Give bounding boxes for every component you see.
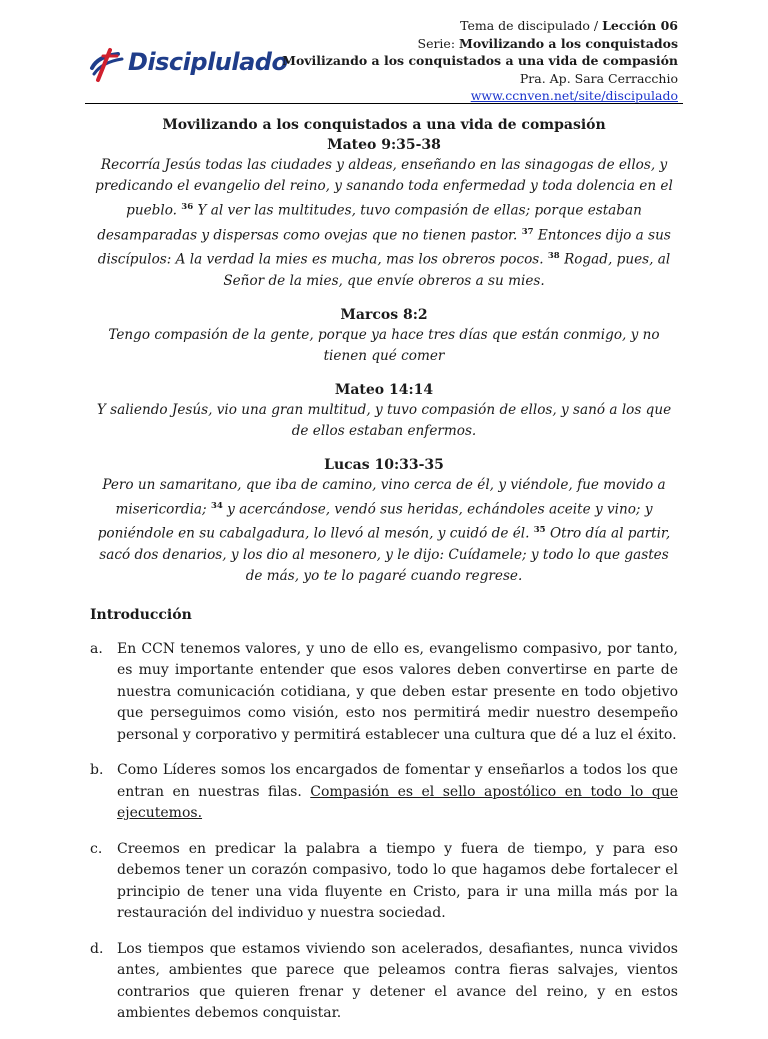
logo-mark-icon (88, 42, 128, 86)
passage-reference: Lucas 10:33-35 (324, 456, 444, 473)
passage-text: Recorría Jesús todas las ciudades y aldeas, enseñando en las sinagogas de ellos, y predicando el evangelio del reino, y sanando toda enfermedad y toda dolencia en el pueblo. $^{36}$ Y al ver las multitudes, tuvo compasión de ellas; porque estaban desamparadas y dispersas como ovejas que no tienen pastor. $^{37}$ Entonces dijo a sus discípulos: A la verdad la mies es mucha, mas los obreros pocos. $^{38}$ Rogad, pues, al Señor de la mies, que envíe obreros a su mies. (95, 157, 673, 289)
passage-text: Tengo compasión de la gente, porque ya hace tres días que están conmigo, y no tienen qué comer (108, 326, 660, 364)
header-lesson-title: Movilizando a los conquistados a una vida de compasión (282, 53, 678, 68)
document-body (90, 115, 678, 1039)
header-series-line: Serie: Movilizando a los conquistados (417, 35, 678, 51)
underlined-statement: Compasión es el sello apostólico en todo lo que ejecutemos. (117, 783, 678, 822)
passage-reference: Mateo 9:35-38 (327, 137, 441, 153)
series-name: Movilizando a los conquistados (459, 35, 678, 51)
header-divider (85, 103, 683, 104)
list-item-label: c. (90, 840, 103, 857)
logo-text: Disciplulado (128, 48, 288, 76)
list-item-text: En CCN tenemos valores, y uno de ello es, evangelismo compasivo, por tanto, es muy importante entender que esos valores deben convertirse en parte de nuestra comunicación cotidiana, y que deben estar presente en todo objetivo que perseguimos como visión, esto nos permitirá medir nuestro desempeño personal y corporativo y permitirá establecer una cultura que dé a luz el éxito. (117, 640, 678, 743)
document-header (258, 17, 678, 105)
list-item (90, 760, 678, 825)
list-item-text: Creemos en predicar la palabra a tiempo y fuera de tiempo, y para eso debemos tener un corazón compasivo, todo lo que hagamos debe fortalecer el principio de tener una vida fluyente en Cristo, para ir una milla más por la restauración del individuo y nuestra sociedad. (117, 840, 678, 922)
passage-text: Pero un samaritano, que iba de camino, vino cerca de él, y viéndole, fue movido a misericordia; $^{34}$ y acercándose, vendó sus heridas, echándoles aceite y vino; y poniéndole en su cabalgadura, lo llevó al mesón, y cuidó de él. $^{35}$ Otro día al partir, sacó dos denarios, y los dio al mesonero, y le dijo: Cuídamele; y todo lo que gastes de más, yo te lo pagaré cuando regrese. (97, 476, 671, 584)
passage-reference: Mateo 14:14 (334, 381, 434, 398)
list-item-text: Los tiempos que estamos viviendo son acelerados, desafiantes, nunca vividos antes, ambientes que parece que peleamos contra fieras salvajes, vientos contrarios que quieren frenar y detener el avance del reino, y en estos ambientes debemos conquistar. (117, 940, 678, 1022)
list-item-label: d. (90, 940, 104, 957)
passage-text: Y saliendo Jesús, vio una gran multitud, y tuvo compasión de ellos, y sanó a los que de ellos estaban enfermos. (96, 401, 672, 439)
logo (88, 42, 288, 90)
list-item (90, 639, 678, 747)
list-item-text: Como Líderes somos los encargados de fomentar y enseñarlos a todos los que entran en nuestras filas. Compasión es el sello apostólico en todo lo que ejecutemos. (117, 762, 678, 822)
list-item (90, 939, 678, 1025)
header-topic-line: Tema de discipulado / Lección 06 (460, 18, 678, 33)
website-link[interactable]: www.ccnven.net/site/discipulado (470, 88, 678, 103)
list-item-label: a. (90, 640, 103, 657)
header-author: Pra. Ap. Sara Cerracchio (519, 70, 678, 86)
lesson-number: Lección 06 (602, 18, 678, 33)
section-heading: Introducción (90, 606, 192, 623)
list-item (90, 839, 678, 925)
list-item-label: b. (90, 762, 104, 779)
document-title: Movilizando a los conquistados a una vida de compasión (162, 117, 606, 133)
passage-reference: Marcos 8:2 (340, 306, 428, 323)
